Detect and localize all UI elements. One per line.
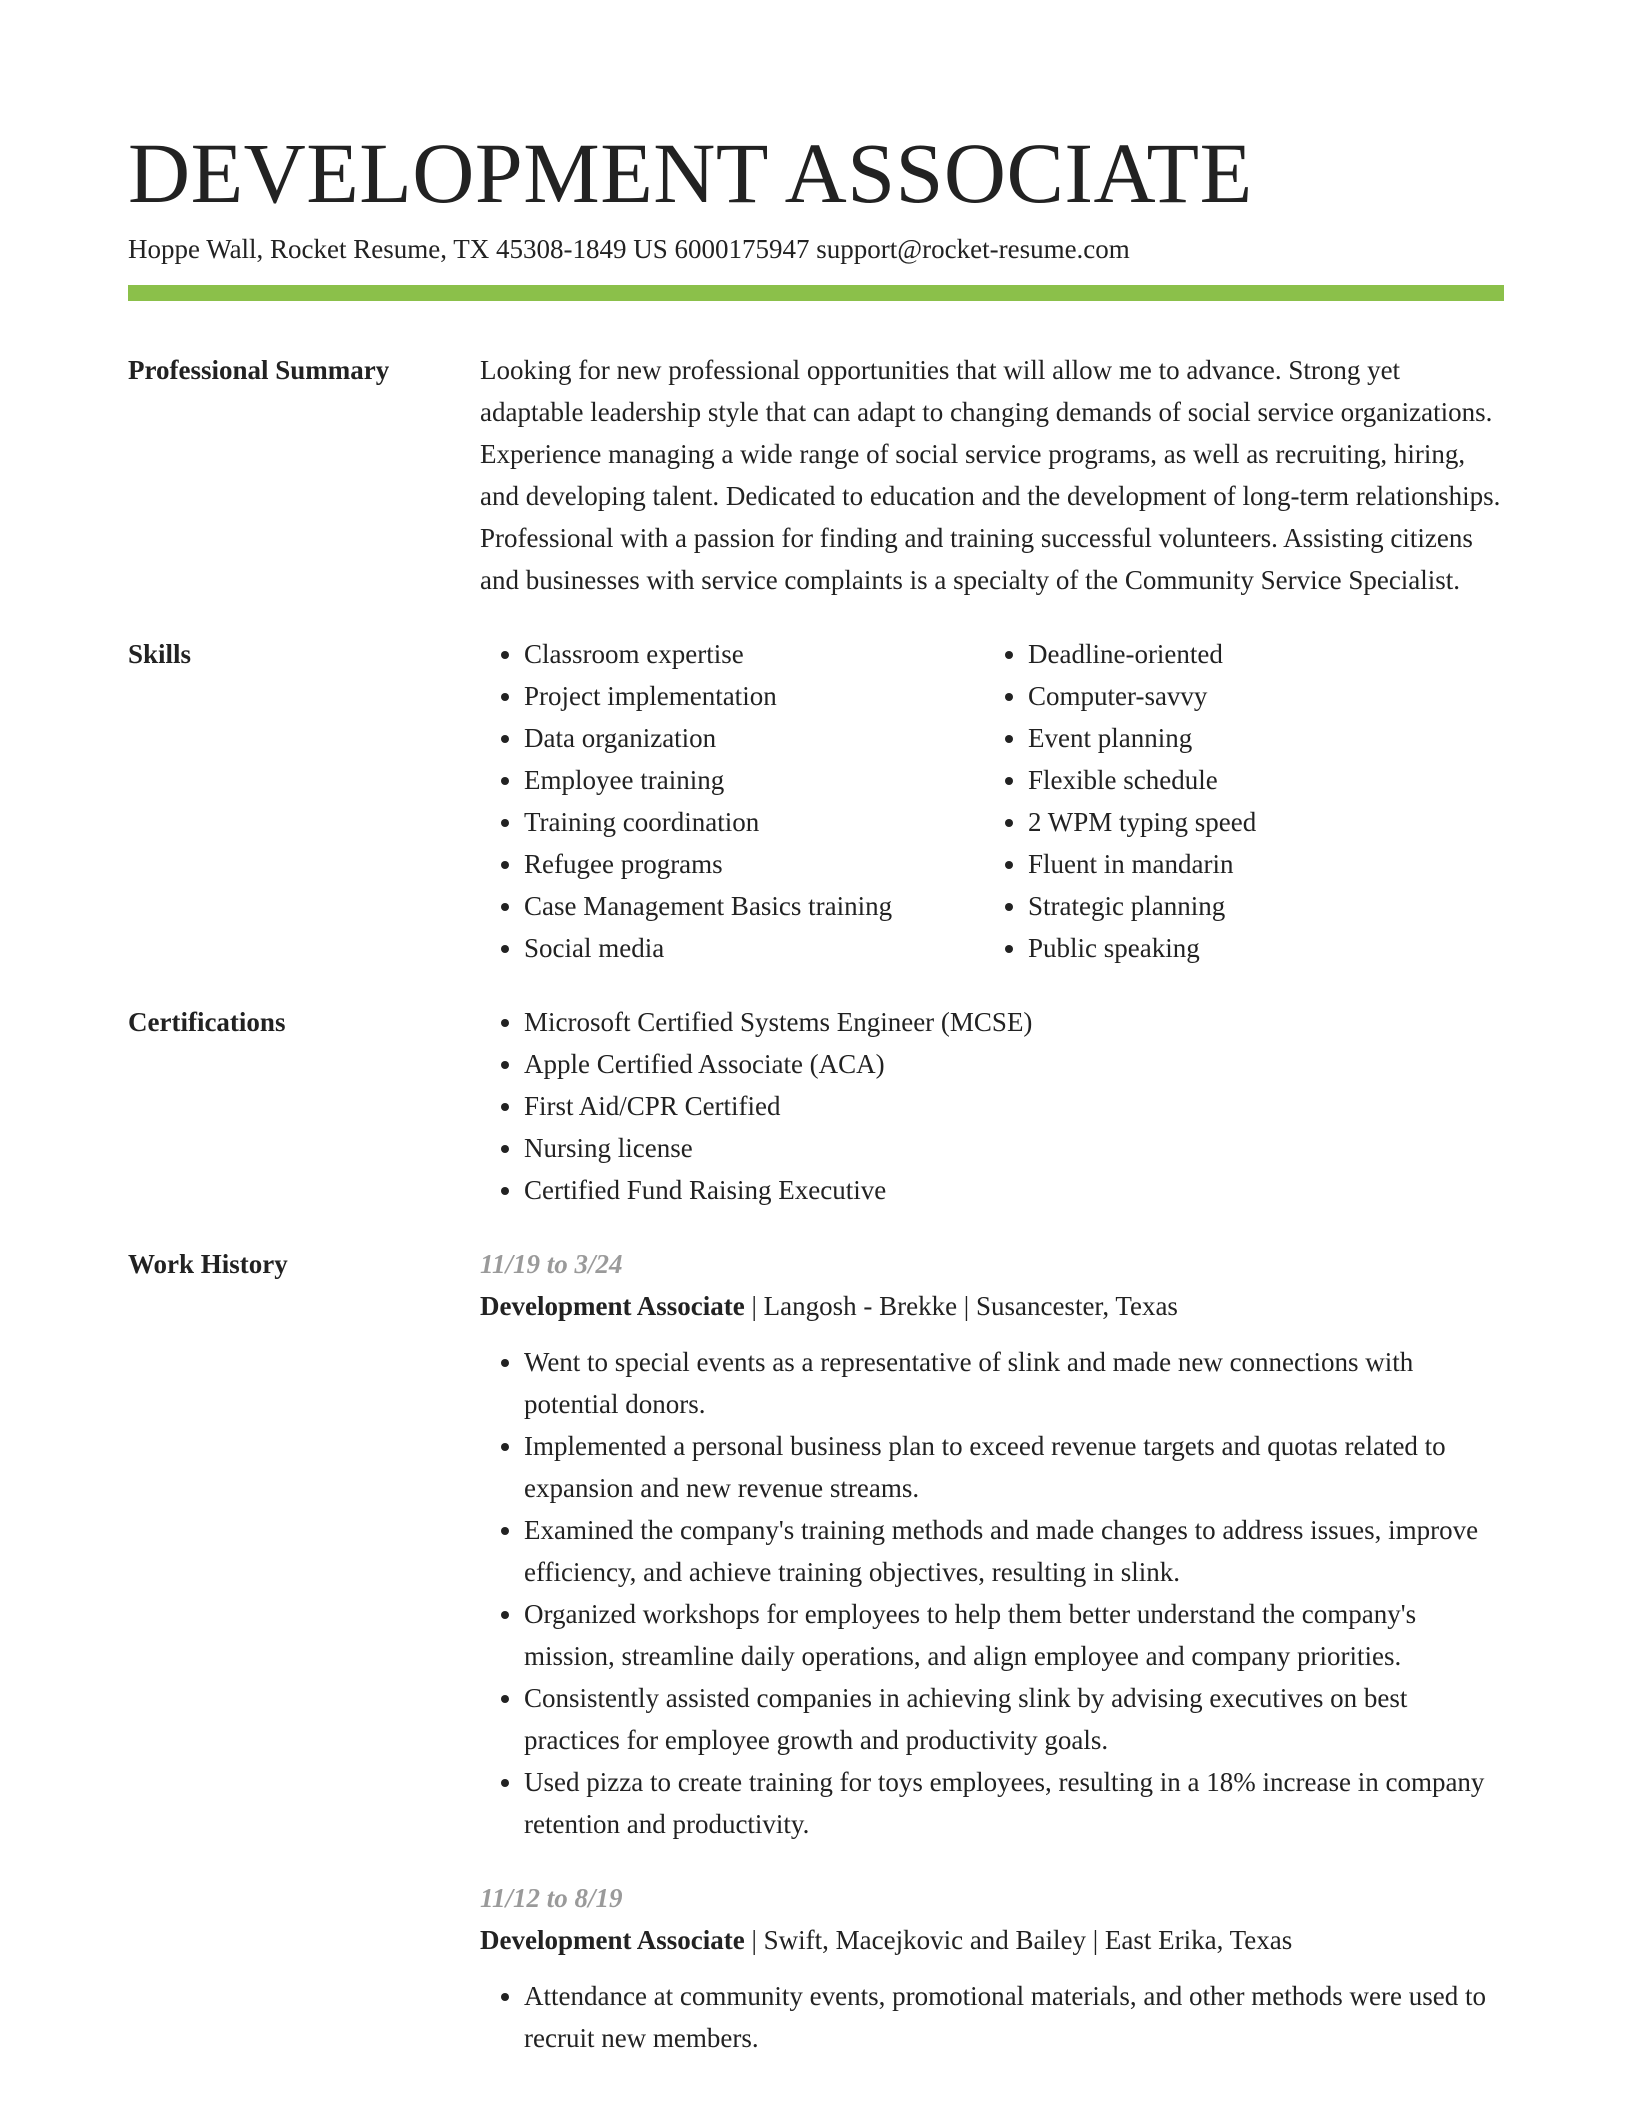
skill-item: • Training coordination [524, 801, 984, 843]
skill-item: • Social media [524, 927, 984, 969]
skill-item: • Public speaking [1028, 927, 1504, 969]
work-history-section [128, 1243, 1504, 2091]
job-bullet: • Implemented a personal business plan to exceed revenue targets and quotas related to expansion and new revenue streams. [524, 1425, 1504, 1509]
skill-item: • Deadline-oriented [1028, 633, 1504, 675]
job-bullet: • Used pizza to create training for toys employees, resulting in a 18% increase in company retention and productivity. [524, 1761, 1504, 1845]
job-dates: 11/12 to 8/19 [480, 1883, 623, 1913]
certification-item: • First Aid/CPR Certified [524, 1085, 1504, 1127]
skills-section [128, 633, 1504, 969]
certification-item: • Certified Fund Raising Executive [524, 1169, 1504, 1211]
summary-section [128, 349, 1504, 601]
job-heading [480, 1285, 1504, 1327]
skill-item: • 2 WPM typing speed [1028, 801, 1504, 843]
section-label-certifications: Certifications [128, 1007, 286, 1037]
certification-item: • Apple Certified Associate (ACA) [524, 1043, 1504, 1085]
certification-item: • Microsoft Certified Systems Engineer (MCSE) [524, 1001, 1504, 1043]
job-heading [480, 1919, 1504, 1961]
skill-item: • Employee training [524, 759, 984, 801]
skill-item: • Flexible schedule [1028, 759, 1504, 801]
skill-item: • Project implementation [524, 675, 984, 717]
job-bullet: • Attendance at community events, promotional materials, and other methods were used to recruit new members. [524, 1975, 1504, 2059]
skill-item: • Fluent in mandarin [1028, 843, 1504, 885]
skill-item: • Event planning [1028, 717, 1504, 759]
skill-item: • Computer-savvy [1028, 675, 1504, 717]
skill-item: • Strategic planning [1028, 885, 1504, 927]
job-entry [480, 1243, 1504, 1845]
section-label-summary: Professional Summary [128, 355, 390, 385]
job-bullets [480, 1341, 1504, 1845]
skill-item: • Refugee programs [524, 843, 984, 885]
job-title: Development Associate [480, 1925, 745, 1955]
job-bullets [480, 1975, 1504, 2059]
job-bullet: • Organized workshops for employees to help them better understand the company's mission, streamline daily operations, and align employee and company priorities. [524, 1593, 1504, 1677]
job-bullet: • Went to special events as a representative of slink and made new connections with potential donors. [524, 1341, 1504, 1425]
section-label-work-history: Work History [128, 1249, 288, 1279]
resume-title: DEVELOPMENT ASSOCIATE [128, 125, 1253, 221]
resume-sections [128, 349, 1504, 2123]
summary-text: Looking for new professional opportunities that will allow me to advance. Strong yet adaptable leadership style that can adapt to changing demands of social service organizations. Experience managing a wide range of social service programs, as well as recruiting, hiring, and developing talent. Dedicated to education and the development of long-term relationships. Professional with a passion for finding and training successful volunteers. Assisting citizens and businesses with service complaints is a specialty of the Community Service Specialist. [480, 355, 1501, 595]
certification-item: • Nursing license [524, 1127, 1504, 1169]
skill-item: • Data organization [524, 717, 984, 759]
job-entry [480, 1877, 1504, 2059]
skills-list-left [480, 633, 984, 969]
certifications-list [480, 1001, 1504, 1211]
header-divider [128, 285, 1504, 301]
skill-item: • Case Management Basics training [524, 885, 984, 927]
section-label-skills: Skills [128, 639, 192, 669]
job-bullet: • Examined the company's training methods and made changes to address issues, improve efficiency, and achieve training objectives, resulting in slink. [524, 1509, 1504, 1593]
contact-line: Hoppe Wall, Rocket Resume, TX 45308-1849 US 6000175947 support@rocket-resume.com [128, 234, 1130, 264]
job-company: | Swift, Macejkovic and Bailey | East Erika, Texas [744, 1925, 1293, 1955]
certifications-section [128, 1001, 1504, 1211]
job-title: Development Associate [480, 1291, 745, 1321]
job-company: | Langosh - Brekke | Susancester, Texas [744, 1291, 1178, 1321]
skills-list-right [984, 633, 1504, 969]
job-dates: 11/19 to 3/24 [480, 1249, 623, 1279]
skill-item: • Classroom expertise [524, 633, 984, 675]
job-bullet: • Consistently assisted companies in achieving slink by advising executives on best practices for employee growth and productivity goals. [524, 1677, 1504, 1761]
